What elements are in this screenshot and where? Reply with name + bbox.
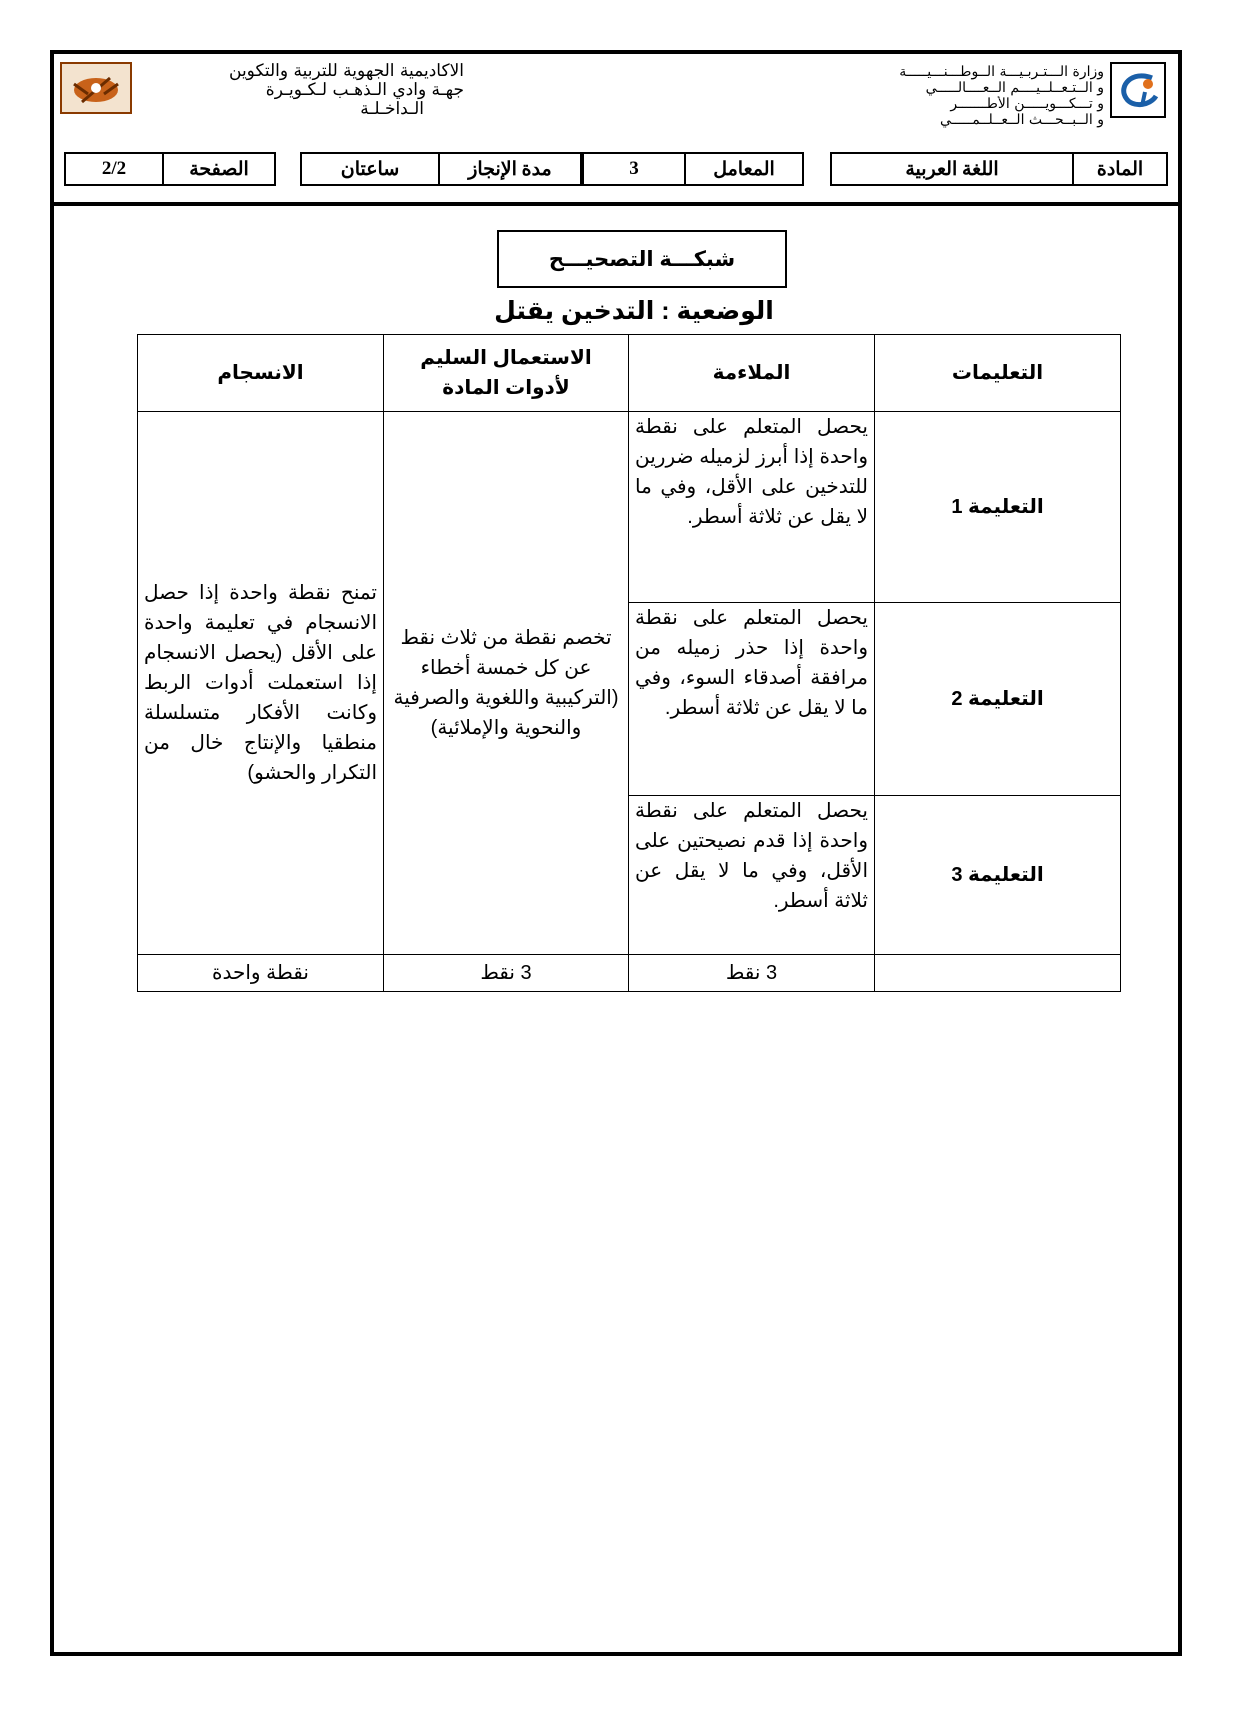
coherence-criterion: تمنح نقطة واحدة إذا حصل الانسجام في تعليمة واحدة على الأقل (يحصل الانسجام إذا استعملت أدوات الربط وكانت الأفكار متسلسلة منطقيا والإنتاج خال من التكرار والحشو) xyxy=(138,412,384,955)
duration-label: مدة الإنجاز xyxy=(438,154,580,184)
relevance-criterion: يحصل المتعلم على نقطة واحدة إذا حذر زميله من مرافقة أصدقاء السوء، وفي ما لا يقل عن ثلاثة أسطر. xyxy=(629,603,875,796)
ministry-line: وزارة الـــتـربـيـــة الــوطـــنـــيـــــة xyxy=(899,64,1104,80)
instruction-label: التعليمة 1 xyxy=(875,412,1121,603)
table-row xyxy=(138,412,1121,603)
page-frame xyxy=(50,50,1182,1656)
relevance-criterion: يحصل المتعلم على نقطة واحدة إذا أبرز لزميله ضررين للتدخين على الأقل، وفي ما لا يقل عن ثلاثة أسطر. xyxy=(629,412,875,603)
page-value: 2/2 xyxy=(101,158,127,179)
ministry-line: و الــبــحـــث الــعــلــمـــــي xyxy=(940,112,1104,128)
academy-name xyxy=(144,62,464,119)
subject-value: اللغة العربية xyxy=(905,158,999,180)
footer-instructions xyxy=(875,955,1121,992)
situation-title: الوضعية : التدخين يقتل xyxy=(494,297,774,325)
grid-header-row xyxy=(138,335,1121,412)
header-instructions: التعليمات xyxy=(875,335,1121,412)
footer-usage-points: 3 نقط xyxy=(384,955,629,992)
academy-emblem-icon xyxy=(62,64,130,112)
header-divider xyxy=(54,202,1178,206)
usage-criterion: تخصم نقطة من ثلاث نقط عن كل خمسة أخطاء (التركيبية واللغوية والصرفية والنحوية والإملائية) xyxy=(384,412,629,955)
grid-footer-row xyxy=(138,955,1121,992)
ministry-emblem-icon xyxy=(1112,64,1164,116)
subject-label: المادة xyxy=(1072,154,1166,184)
academy-line: الـداخـلـة xyxy=(360,99,424,119)
document-title: شبكـــة التصحيـــح xyxy=(497,230,787,288)
header-usage: الاستعمال السليم لأدوات المادة xyxy=(384,335,629,412)
duration-box xyxy=(300,152,582,186)
correction-grid xyxy=(137,334,1121,992)
instruction-label: التعليمة 2 xyxy=(875,603,1121,796)
header-coherence: الانسجام xyxy=(138,335,384,412)
duration-value: ساعتان xyxy=(340,158,400,180)
page-number-box xyxy=(64,152,276,186)
coefficient-box xyxy=(582,152,804,186)
header-relevance: الملاءمة xyxy=(629,335,875,412)
page-label: الصفحة xyxy=(162,154,274,184)
ministry-name xyxy=(764,64,1104,128)
subject-box xyxy=(830,152,1168,186)
academy-line: الاكاديمية الجهوية للتربية والتكوين xyxy=(229,61,464,81)
academy-line: جهـة وادي الـذهـب لـكـويـرة xyxy=(265,80,464,100)
instruction-label: التعليمة 3 xyxy=(875,796,1121,955)
footer-relevance-points: 3 نقط xyxy=(629,955,875,992)
ministry-line: و الــتـعــلــيــــم الــعــــالـــــي xyxy=(925,80,1104,96)
relevance-criterion: يحصل المتعلم على نقطة واحدة إذا قدم نصيحتين على الأقل، وفي ما لا يقل عن ثلاثة أسطر. xyxy=(629,796,875,955)
coefficient-label: المعامل xyxy=(684,154,802,184)
academy-logo xyxy=(60,62,132,114)
ministry-line: و تـــكـــويـــــن الأطـــــــر xyxy=(950,96,1104,112)
footer-coherence-points: نقطة واحدة xyxy=(138,955,384,992)
ministry-logo xyxy=(1110,62,1166,118)
coefficient-value: 3 xyxy=(629,158,639,179)
exam-info-row xyxy=(64,152,1168,188)
